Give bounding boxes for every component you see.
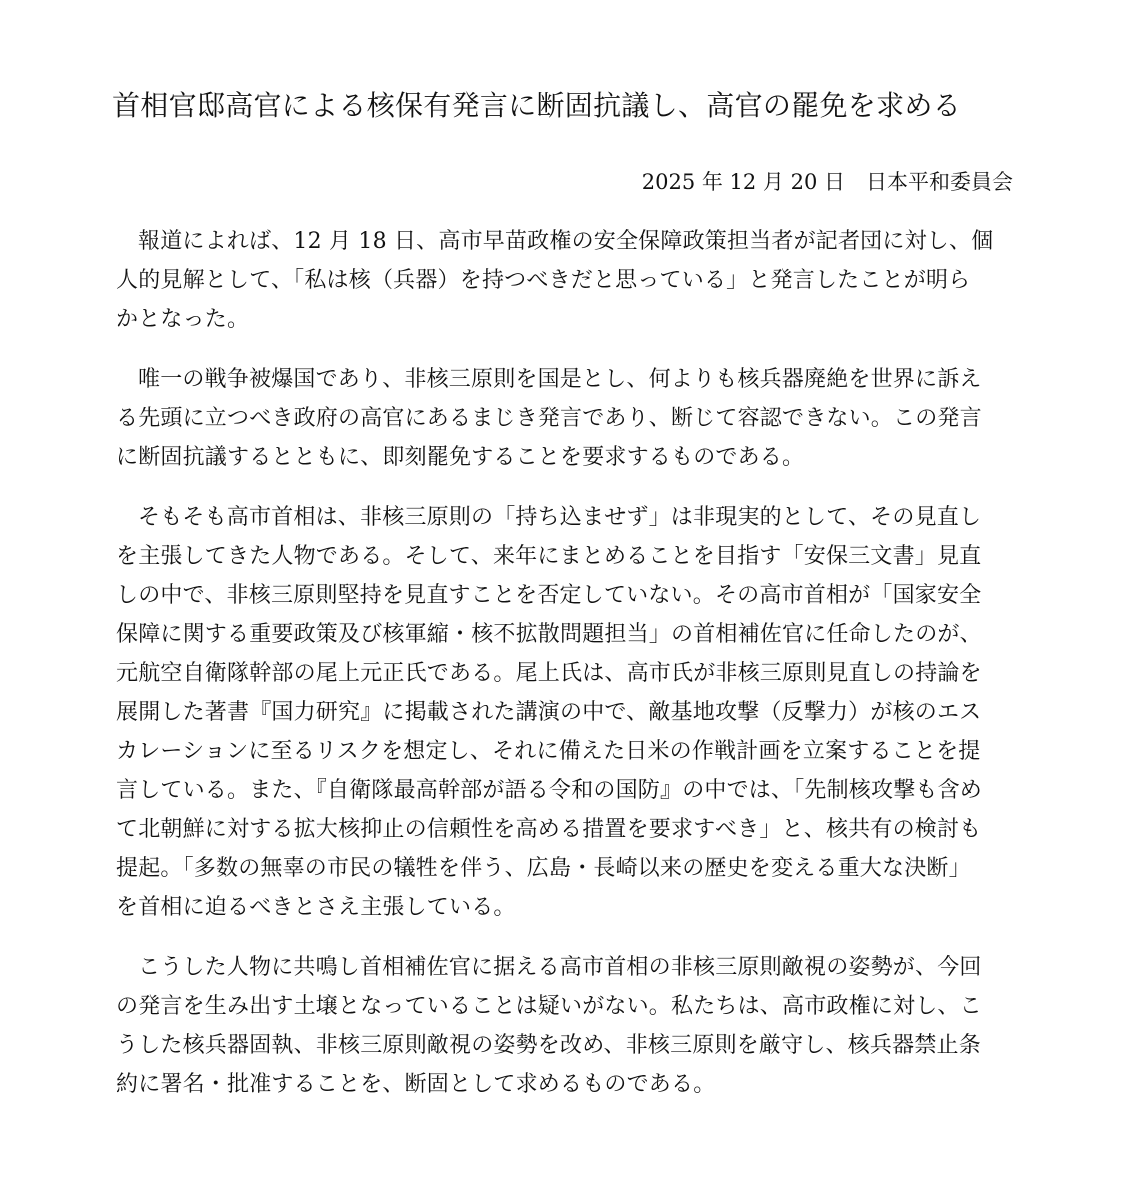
- text-line: そもそも高市首相は、非核三原則の「持ち込ませず」は非現実的として、その見直し: [138, 505, 982, 530]
- text-line: 報道によれば、12 月 18 日、高市早苗政権の安全保障政策担当者が記者団に対し、個: [138, 229, 994, 254]
- paragraph-1: [116, 222, 1014, 339]
- text-line: 言している。また、『自衛隊最高幹部が語る令和の国防』の中では、「先制核攻撃も含め: [116, 778, 983, 803]
- text-line: カレーションに至るリスクを想定し、それに備えた日米の作戦計画を立案することを提: [116, 739, 981, 764]
- document-title: 首相官邸高官による核保有発言に断固抗議し、高官の罷免を求める: [112, 89, 962, 122]
- text-line: の発言を生み出す土壌となっていることは疑いがない。私たちは、高市政権に対し、こ: [116, 994, 982, 1019]
- text-line: うした核兵器固執、非核三原則敵視の姿勢を改め、非核三原則を厳守し、核兵器禁止条: [116, 1033, 981, 1058]
- text-line: 唯一の戦争被爆国であり、非核三原則を国是とし、何よりも核兵器廃絶を世界に訴え: [138, 367, 982, 392]
- document-body: [116, 222, 1014, 1125]
- text-line: 提起。「多数の無辜の市民の犠牲を伴う、広島・長崎以来の歴史を変える重大な決断」: [116, 856, 971, 881]
- text-line: を首相に迫るべきとさえ主張している。: [116, 895, 516, 920]
- text-line: かとなった。: [116, 307, 250, 332]
- paragraph-2: [116, 360, 1014, 477]
- paragraph-3: [116, 498, 1014, 927]
- text-line: 人的見解として、「私は核（兵器）を持つべきだと思っている」と発言したことが明ら: [116, 268, 971, 293]
- text-line: 保障に関する重要政策及び核軍縮・核不拡散問題担当」の首相補佐官に任命したのが、: [116, 622, 982, 647]
- text-line: こうした人物に共鳴し首相補佐官に据える高市首相の非核三原則敵視の姿勢が、今回: [138, 955, 982, 980]
- text-line: 元航空自衛隊幹部の尾上元正氏である。尾上氏は、高市氏が非核三原則見直しの持論を: [116, 661, 982, 686]
- text-line: て北朝鮮に対する拡大核抑止の信頼性を高める措置を要求すべき」と、核共有の検討も: [116, 817, 982, 842]
- text-line: る先頭に立つべき政府の高官にあるまじき発言であり、断じて容認できない。この発言: [116, 406, 982, 431]
- text-line: 約に署名・批准することを、断固として求めるものである。: [116, 1072, 716, 1097]
- text-line: に断固抗議するとともに、即刻罷免することを要求するものである。: [116, 445, 805, 470]
- paragraph-4: [116, 948, 1014, 1104]
- text-line: しの中で、非核三原則堅持を見直すことを否定していない。その高市首相が「国家安全: [116, 583, 982, 608]
- text-line: 展開した著書『国力研究』に掲載された講演の中で、敵基地攻撃（反撃力）が核のエス: [116, 700, 982, 725]
- dateline: 2025 年 12 月 20 日 日本平和委員会: [641, 170, 1013, 194]
- text-line: を主張してきた人物である。そして、来年にまとめることを目指す「安保三文書」見直: [116, 544, 982, 569]
